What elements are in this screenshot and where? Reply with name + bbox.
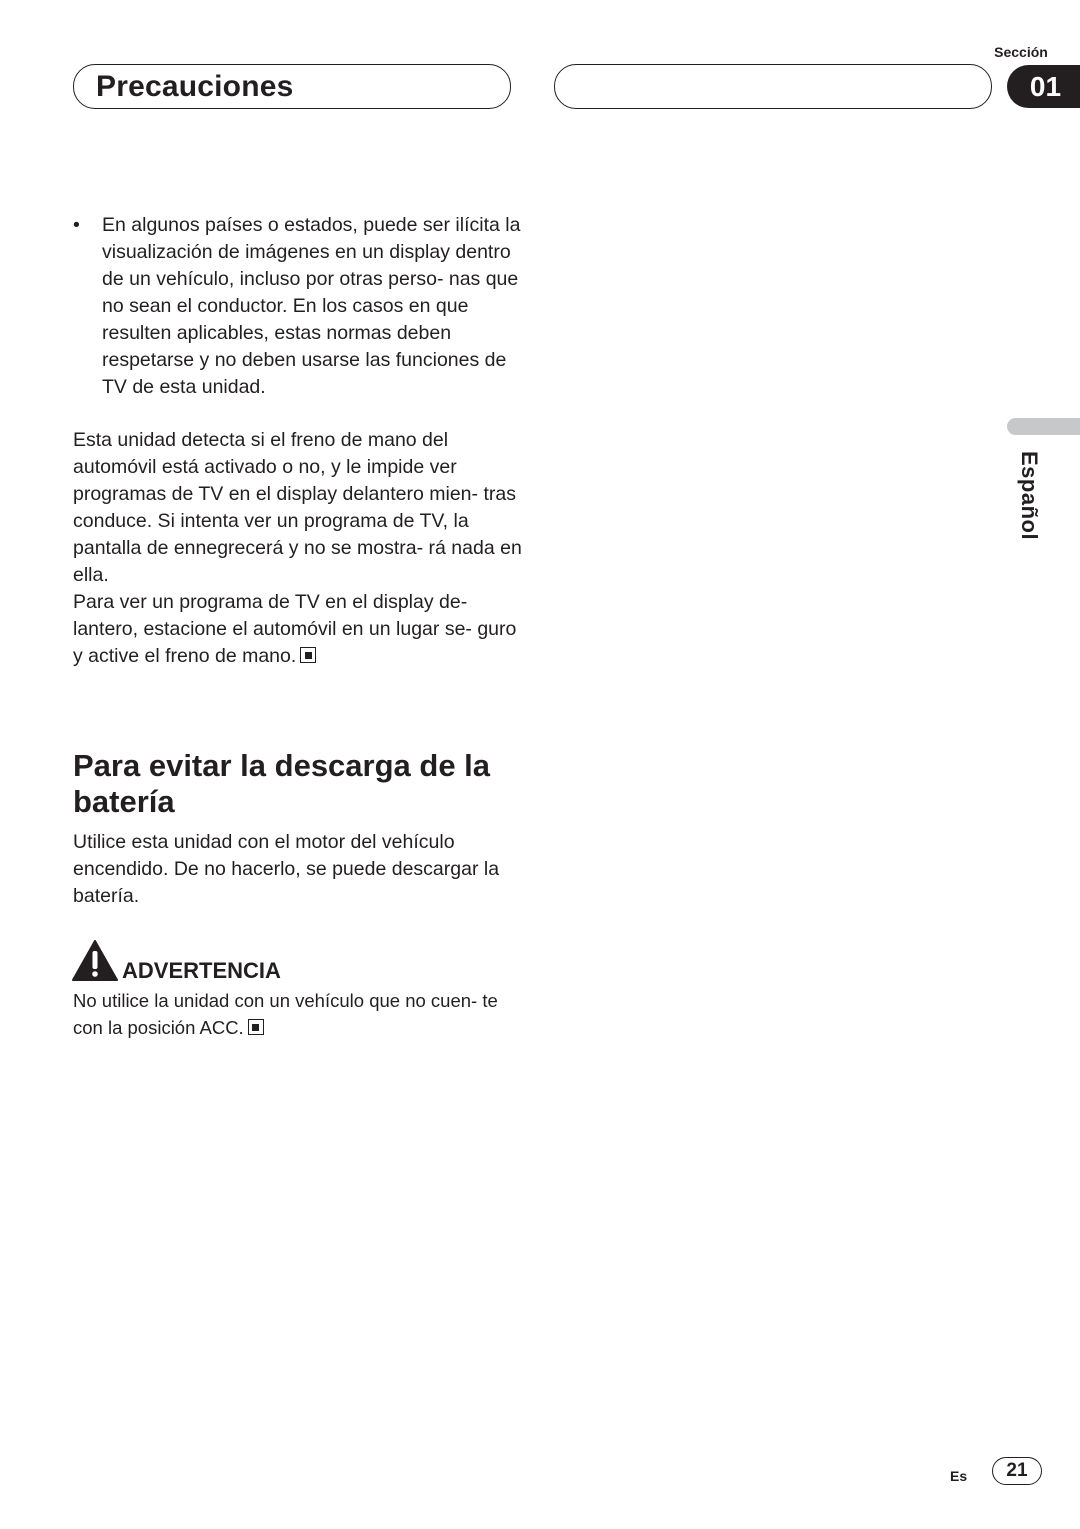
footer-language-code: Es (950, 1468, 968, 1484)
paragraph-text: Para ver un programa de TV en el display de- lantero, estacione el automóvil en un lugar se- guro y active el freno de mano. (73, 591, 517, 667)
warning-body: No utilice la unidad con un vehículo que no cuen- te con la posición ACC. (73, 990, 498, 1038)
end-of-section-icon (300, 647, 316, 663)
end-of-section-icon (248, 1019, 264, 1035)
bullet-text: En algunos países o estados, puede ser ilícita la visualización de imágenes en un display dentro de un vehículo, incluso por otras perso- nas que no sean el conductor. En los casos en que resulten aplicables, estas normas deben respetarse y no deben usarse las funciones de TV de esta unidad. (102, 214, 521, 398)
page-number: 21 (992, 1457, 1042, 1485)
page-title-frame (73, 64, 511, 109)
paragraph-battery: Utilice esta unidad con el motor del vehículo encendido. De no hacerlo, se puede descargar la batería. (73, 831, 500, 907)
paragraph-handbrake-detection: Esta unidad detecta si el freno de mano del automóvil está activado o no, y le impide ver programas de TV en el display delantero mien- tras conduce. Si intenta ver un programa de TV, la pantalla de ennegrecerá y no se mostra- rá nada en ella. (73, 429, 522, 586)
section-label: Sección (994, 44, 1048, 60)
warning-title: ADVERTENCIA (122, 958, 281, 983)
warning-text (73, 987, 523, 1041)
section-heading: Para evitar la descarga de la batería (73, 748, 491, 819)
language-label: Español (1017, 451, 1042, 541)
bullet-dot: • (73, 214, 80, 236)
warning-triangle-icon (72, 940, 118, 982)
paragraph-watch-tv (73, 589, 523, 670)
page-title: Precauciones (96, 70, 294, 103)
header-blank-frame (554, 64, 992, 109)
language-tab-marker (1007, 418, 1080, 435)
section-number-tab: 01 (1007, 65, 1080, 108)
